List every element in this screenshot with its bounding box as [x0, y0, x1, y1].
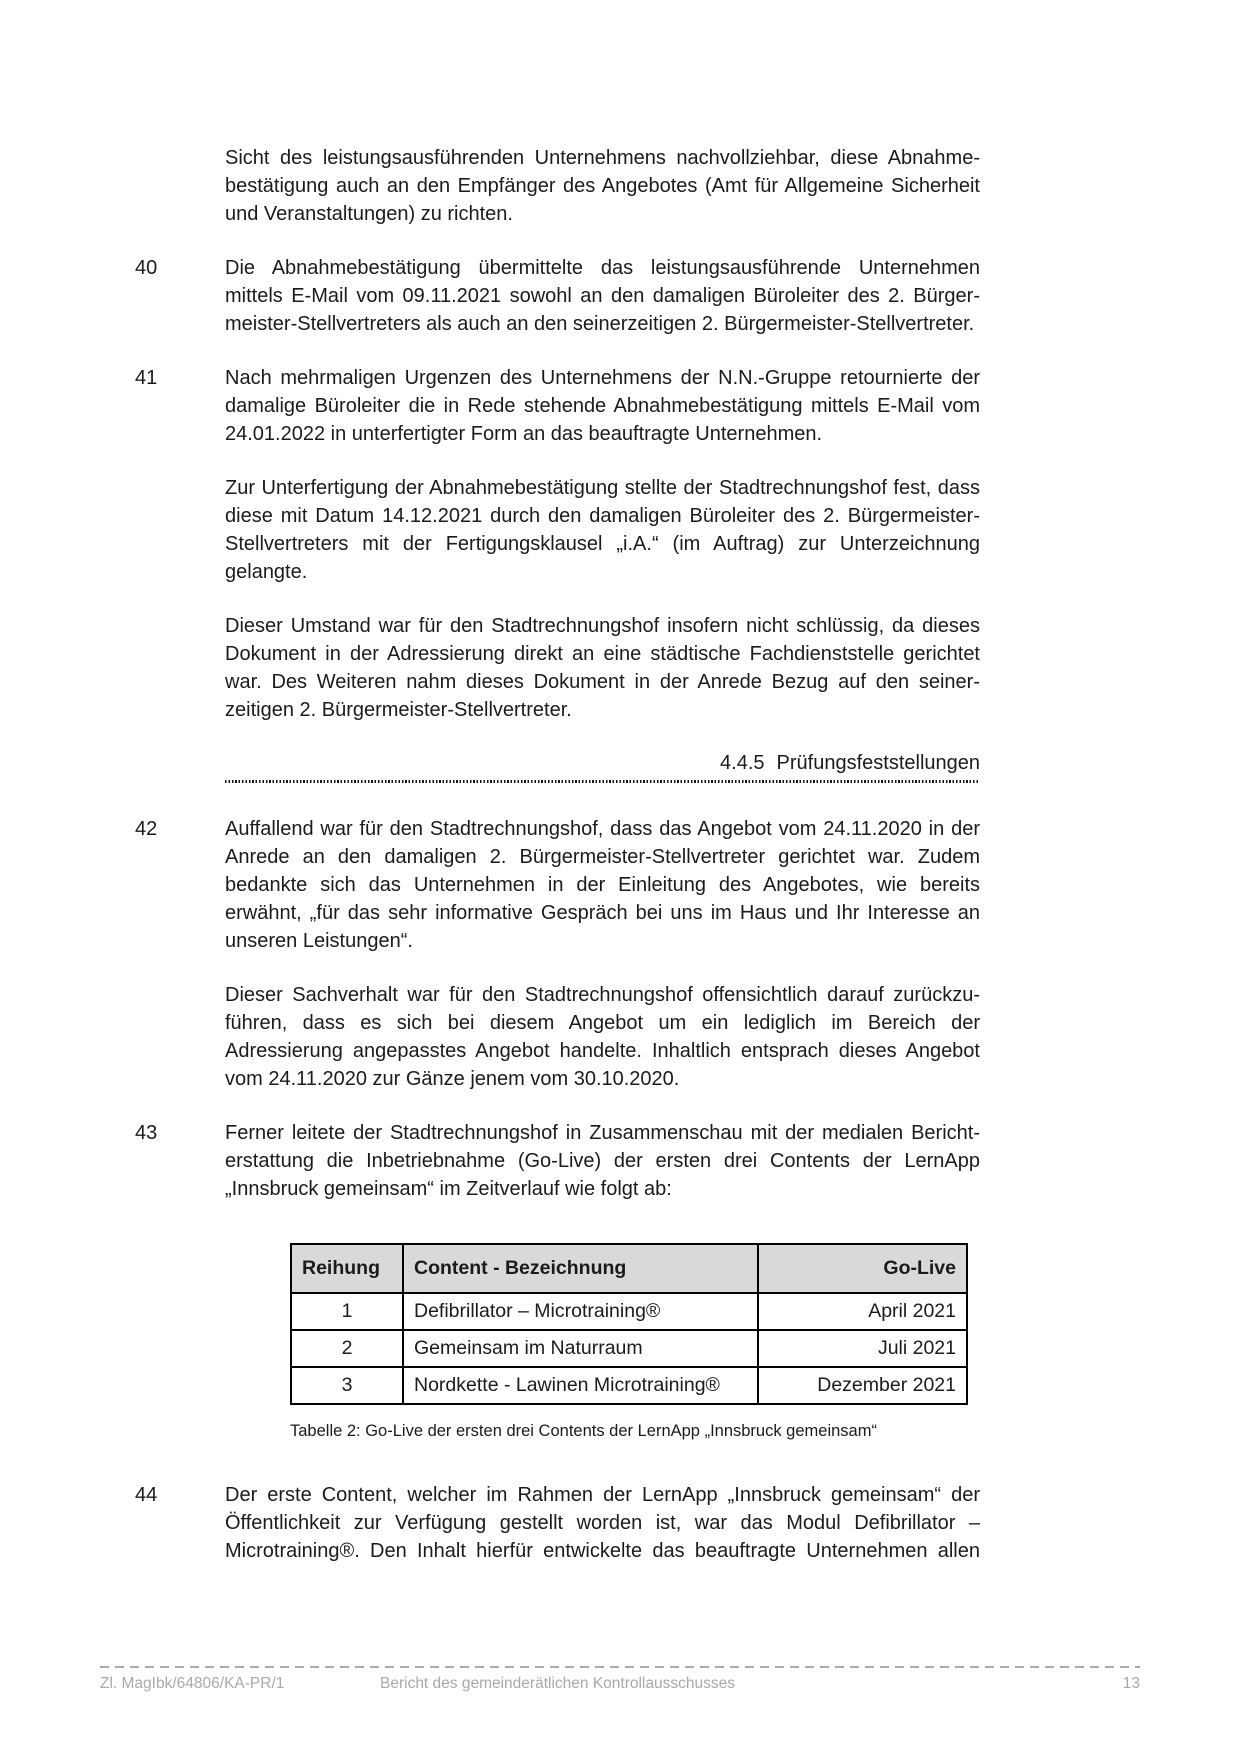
text-column	[135, 144, 980, 1591]
table-row	[291, 1330, 967, 1367]
paragraph-41-sub2	[135, 612, 980, 724]
paragraph-number: 40	[135, 257, 158, 279]
paragraph-number: 42	[135, 817, 158, 840]
paragraph-continuation	[135, 144, 980, 228]
paragraph-number	[135, 144, 225, 228]
paragraph-42-sub	[135, 981, 980, 1093]
cell-content: Nordkette - Lawinen Microtraining®	[403, 1367, 758, 1404]
paragraph-number	[135, 474, 225, 586]
section-heading	[225, 750, 980, 776]
column-header-reihung: Reihung	[291, 1244, 403, 1293]
paragraph-number	[135, 612, 225, 724]
cell-golive: April 2021	[758, 1293, 967, 1330]
paragraph-text: Die Abnahmebestätigung übermittelte das leistungsausführende Unternehmen mittels E-Mail vom 09.11.2021 sowohl an den damaligen Büroleiter des 2. Bürgermeister-Stellvertreters als auch an den seinerzeitigen 2. Bürgermeister-Stellvertreter.	[225, 257, 980, 335]
table-caption: Tabelle 2: Go-Live der ersten drei Contents der LernApp „Innsbruck gemeinsam“	[290, 1421, 877, 1440]
golive-table	[290, 1243, 968, 1405]
section-divider	[225, 780, 980, 783]
paragraph-text: Nach mehrmaligen Urgenzen des Unternehmens der N.N.-Gruppe retournierte der damalige Büroleiter die in Rede stehende Abnahmebestätigung mittels E-Mail vom 24.01.2022 in unterfertigter Form an das beauftragte Unternehmen.	[225, 367, 980, 445]
footer-report-title: Bericht des gemeinderätlichen Kontrollausschusses	[380, 1675, 735, 1692]
paragraph-number: 44	[135, 1483, 158, 1506]
footer-text-row	[100, 1674, 1140, 1693]
paragraph-text: Ferner leitete der Stadtrechnungshof in Zusammenschau mit der medialen Berichterstattung die Inbetriebnahme (Go-Live) der ersten drei Contents der LernApp „Innsbruck gemeinsam“ im Zeitverlauf wie folgt ab:	[225, 1121, 980, 1200]
footer-reference: Zl. MagIbk/64806/KA-PR/1	[100, 1675, 285, 1692]
paragraph-41-sub	[135, 474, 980, 586]
cell-golive: Dezember 2021	[758, 1367, 967, 1404]
paragraph-text: Der erste Content, welcher im Rahmen der LernApp „Innsbruck gemeinsam“ der Öffentlichkeit zur Verfügung gestellt worden ist, war das Modul Defibrillator – Microtraining®. Den Inhalt hierfür entwickelte das beauftragte Unternehmen allen	[225, 1483, 980, 1562]
paragraph-number: 41	[135, 367, 158, 389]
paragraph-42	[135, 815, 980, 955]
paragraph-41	[135, 364, 980, 448]
footer-divider	[100, 1666, 1140, 1668]
paragraph-44	[135, 1481, 980, 1565]
section-number: 4.4.5	[720, 752, 765, 774]
cell-content: Gemeinsam im Naturraum	[403, 1330, 758, 1367]
table-row	[291, 1367, 967, 1404]
paragraph-43	[135, 1119, 980, 1203]
paragraph-text: Sicht des leistungsausführenden Unternehmens nachvollziehbar, diese Abnahmebestätigung auch an den Empfänger des Angebotes (Amt für Allgemeine Sicherheit und Veranstaltungen) zu richten.	[225, 147, 980, 225]
footer-page-number: 13	[1122, 1675, 1140, 1692]
page-footer	[100, 1666, 1140, 1693]
paragraph-text: Zur Unterfertigung der Abnahmebestätigung stellte der Stadtrechnungshof fest, dass diese mit Datum 14.12.2021 durch den damaligen Büroleiter des 2. Bürgermeister-Stellvertreters mit der Fertigungsklausel „i.A.“ (im Auftrag) zur Unterzeichnung gelangte.	[225, 477, 980, 583]
cell-reihung: 1	[291, 1293, 403, 1330]
cell-reihung: 3	[291, 1367, 403, 1404]
table-row	[291, 1293, 967, 1330]
paragraph-text: Auffallend war für den Stadtrechnungshof, dass das Angebot vom 24.11.2020 in der Anrede an den damaligen 2. Bürgermeister-Stellvertreter gerichtet war. Zudem bedankte sich das Unternehmen in der Einleitung des Angebotes, wie bereits erwähnt, „für das sehr informative Gespräch bei uns im Haus und Ihr Interesse an unseren Leistungen“.	[225, 817, 980, 952]
cell-golive: Juli 2021	[758, 1330, 967, 1367]
paragraph-text: Dieser Sachverhalt war für den Stadtrechnungshof offensichtlich darauf zurückzuführen, dass es sich bei diesem Angebot um ein lediglich im Bereich der Adressierung angepasstes Angebot handelte. Inhaltlich entsprach dieses Angebot vom 24.11.2020 zur Gänze jenem vom 30.10.2020.	[225, 983, 980, 1090]
cell-reihung: 2	[291, 1330, 403, 1367]
column-header-content-bezeichnung: Content - Bezeichnung	[403, 1244, 758, 1293]
paragraph-number	[135, 981, 225, 1093]
paragraph-40	[135, 254, 980, 338]
table-header-row	[291, 1244, 967, 1293]
column-header-go-live: Go-Live	[758, 1244, 967, 1293]
paragraph-number: 43	[135, 1121, 158, 1144]
paragraph-text: Dieser Umstand war für den Stadtrechnungshof insofern nicht schlüssig, da dieses Dokument in der Adressierung direkt an eine städtische Fachdienststelle gerichtet war. Des Weiteren nahm dieses Dokument in der Anrede Bezug auf den seinerzeitigen 2. Bürgermeister-Stellvertreter.	[225, 615, 980, 721]
section-title: Prüfungsfeststellungen	[776, 752, 980, 774]
cell-content: Defibrillator – Microtraining®	[403, 1293, 758, 1330]
